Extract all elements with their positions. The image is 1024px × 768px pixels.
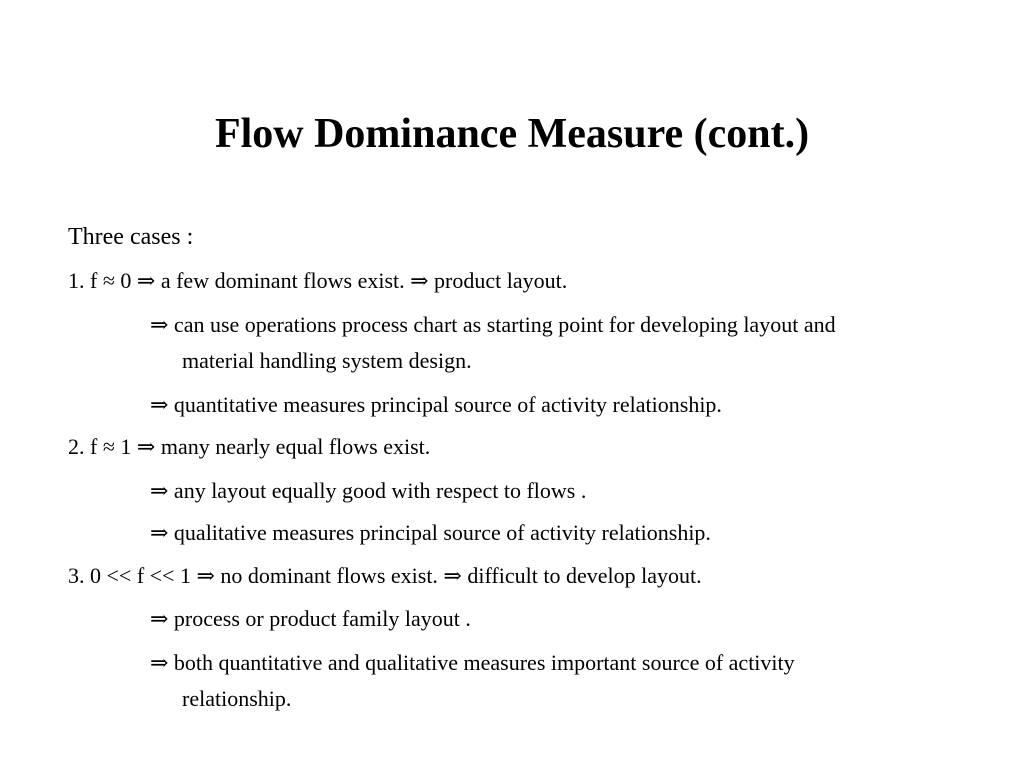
case-2: 2. f ≈ 1 ⇒ many nearly equal flows exist. [68,434,431,459]
case-1-point-1-line-2: material handling system design. [182,348,472,373]
case-1-point-2: ⇒ quantitative measures principal source of activity relationship. [150,392,722,417]
case-1: 1. f ≈ 0 ⇒ a few dominant flows exist. ⇒ product layout. [68,268,568,293]
case-2-point-1: ⇒ any layout equally good with respect to flows . [150,478,587,503]
case-3-point-2-line-2: relationship. [182,686,292,711]
case-3: 3. 0 << f << 1 ⇒ no dominant flows exist. ⇒ difficult to develop layout. [68,563,702,588]
case-3-point-1: ⇒ process or product family layout . [150,606,471,631]
intro-text: Three cases : [68,224,194,250]
case-1-point-1-line-1: ⇒ can use operations process chart as starting point for developing layout and [150,312,836,337]
case-2-point-2: ⇒ qualitative measures principal source of activity relationship. [150,520,711,545]
case-3-point-2-line-1: ⇒ both quantitative and qualitative measures important source of activity [150,650,795,675]
slide-title: Flow Dominance Measure (cont.) [214,111,810,157]
